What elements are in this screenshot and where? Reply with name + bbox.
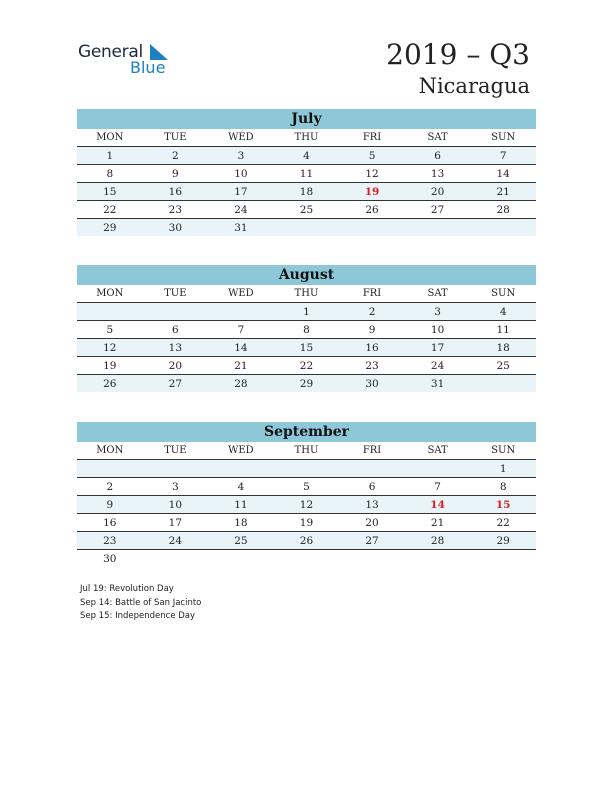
day-cell: 3 <box>172 480 179 493</box>
day-cell <box>208 460 274 478</box>
day-cell: 28 <box>430 534 445 547</box>
day-cell: 8 <box>499 480 507 493</box>
day-cell: 10 <box>168 498 183 511</box>
day-cell: 12 <box>103 341 117 354</box>
week-row <box>77 303 536 321</box>
day-header: THU <box>294 445 319 456</box>
day-cell: 15 <box>495 498 511 511</box>
day-cell: 1 <box>106 149 114 162</box>
day-cell: 23 <box>168 203 183 216</box>
month-title: July <box>77 109 536 129</box>
day-cell: 19 <box>364 185 380 198</box>
day-cell: 13 <box>365 498 379 511</box>
day-cell: 30 <box>168 221 183 234</box>
day-cell <box>339 460 405 478</box>
day-header: WED <box>228 445 254 456</box>
day-header: MON <box>96 132 124 143</box>
day-cell: 10 <box>234 167 248 180</box>
week-row <box>77 375 536 393</box>
week-row <box>77 147 536 165</box>
day-cell: 29 <box>103 221 117 234</box>
day-header: FRI <box>362 132 382 143</box>
day-header: SUN <box>491 132 516 143</box>
day-cell: 28 <box>234 377 248 390</box>
week-row <box>77 550 536 568</box>
day-header: TUE <box>164 445 187 456</box>
day-cell: 31 <box>234 221 248 234</box>
day-cell: 11 <box>299 167 314 180</box>
day-cell <box>470 550 536 568</box>
month-title: August <box>77 265 536 285</box>
day-cell: 12 <box>365 167 379 180</box>
holiday-note: Sep 14: Battle of San Jacinto <box>80 597 202 608</box>
day-cell: 14 <box>496 167 510 180</box>
week-row <box>77 219 536 237</box>
day-cell: 26 <box>299 534 314 547</box>
holiday-note: Jul 19: Revolution Day <box>80 584 174 594</box>
day-header: THU <box>294 132 319 143</box>
calendar-table <box>77 285 536 392</box>
day-cell: 14 <box>430 498 445 511</box>
day-cell: 29 <box>299 377 314 390</box>
day-cell: 18 <box>299 185 314 198</box>
day-cell: 12 <box>299 498 314 511</box>
day-cell: 4 <box>499 305 507 318</box>
day-cell: 11 <box>496 323 510 336</box>
month-block-september <box>77 422 536 567</box>
month-block-july <box>77 109 536 236</box>
day-cell: 23 <box>365 359 379 372</box>
day-cell <box>208 303 274 321</box>
day-cell: 17 <box>168 516 183 529</box>
day-cell <box>274 219 340 237</box>
week-row <box>77 165 536 183</box>
day-cell: 31 <box>430 377 445 390</box>
day-header: SAT <box>427 132 448 143</box>
day-cell: 18 <box>496 341 510 354</box>
week-row <box>77 339 536 357</box>
day-cell: 4 <box>303 149 310 162</box>
day-cell: 26 <box>103 377 117 390</box>
day-cell: 18 <box>234 516 248 529</box>
day-cell: 25 <box>234 534 248 547</box>
week-row <box>77 478 536 496</box>
day-cell <box>405 219 471 237</box>
calendar-table <box>77 129 536 236</box>
day-cell: 28 <box>496 203 510 216</box>
day-cell: 6 <box>172 323 179 336</box>
day-cell: 23 <box>103 534 117 547</box>
day-cell: 17 <box>234 185 248 198</box>
day-cell: 20 <box>365 516 379 529</box>
day-cell: 20 <box>168 359 183 372</box>
country-name: Nicaragua <box>418 74 530 98</box>
day-cell: 2 <box>172 149 179 162</box>
day-cell: 25 <box>299 203 314 216</box>
day-cell: 22 <box>103 203 117 216</box>
day-header: SUN <box>491 445 516 456</box>
day-cell <box>143 303 209 321</box>
day-cell: 24 <box>168 534 183 547</box>
day-cell: 1 <box>499 462 507 475</box>
day-cell: 9 <box>368 323 376 336</box>
day-cell: 21 <box>234 359 248 372</box>
general-blue-logo <box>78 42 178 78</box>
day-cell <box>405 460 471 478</box>
day-cell: 30 <box>103 552 117 565</box>
day-cell: 13 <box>430 167 445 180</box>
day-header: SUN <box>491 288 516 299</box>
day-cell: 6 <box>434 149 441 162</box>
day-cell: 20 <box>430 185 445 198</box>
day-cell <box>339 219 405 237</box>
day-header: THU <box>294 288 319 299</box>
day-cell: 15 <box>299 341 314 354</box>
holiday-notes <box>80 583 201 624</box>
day-cell: 3 <box>434 305 441 318</box>
day-header: FRI <box>362 445 382 456</box>
week-row <box>77 357 536 375</box>
day-cell: 27 <box>430 203 445 216</box>
day-cell: 19 <box>299 516 314 529</box>
day-cell: 7 <box>499 149 507 162</box>
day-cell: 5 <box>368 149 376 162</box>
day-cell <box>470 375 536 393</box>
day-cell: 21 <box>496 185 510 198</box>
day-cell: 24 <box>430 359 445 372</box>
day-cell: 4 <box>237 480 245 493</box>
week-row <box>77 201 536 219</box>
day-cell: 17 <box>430 341 445 354</box>
day-cell <box>274 550 340 568</box>
day-header: WED <box>228 132 254 143</box>
day-cell: 2 <box>106 480 114 493</box>
week-row <box>77 460 536 478</box>
day-cell: 13 <box>168 341 183 354</box>
month-block-august <box>77 265 536 392</box>
day-cell: 16 <box>103 516 117 529</box>
day-cell: 24 <box>234 203 248 216</box>
day-cell: 10 <box>430 323 445 336</box>
day-header: MON <box>96 445 124 456</box>
day-cell: 5 <box>106 323 114 336</box>
day-cell: 22 <box>299 359 314 372</box>
day-cell: 7 <box>237 323 245 336</box>
day-cell <box>143 550 209 568</box>
day-cell: 9 <box>106 498 114 511</box>
day-cell <box>339 550 405 568</box>
day-cell: 8 <box>303 323 310 336</box>
day-cell <box>274 460 340 478</box>
week-row <box>77 183 536 201</box>
day-header: SAT <box>427 288 448 299</box>
week-row <box>77 514 536 532</box>
week-row <box>77 321 536 339</box>
day-cell: 15 <box>103 185 117 198</box>
week-row <box>77 532 536 550</box>
holiday-note: Sep 15: Independence Day <box>80 611 196 622</box>
day-cell: 27 <box>365 534 379 547</box>
day-cell: 14 <box>234 341 248 354</box>
day-header: FRI <box>362 288 382 299</box>
day-cell: 19 <box>103 359 117 372</box>
day-cell: 25 <box>496 359 510 372</box>
day-header: MON <box>96 288 124 299</box>
day-cell: 26 <box>365 203 379 216</box>
day-cell <box>77 303 143 321</box>
day-cell: 22 <box>496 516 510 529</box>
day-cell <box>208 550 274 568</box>
day-header: TUE <box>164 288 187 299</box>
day-header: WED <box>228 288 254 299</box>
day-cell: 3 <box>237 149 245 162</box>
logo-text-blue: Blue <box>130 58 166 77</box>
day-header: TUE <box>164 132 187 143</box>
day-cell: 16 <box>365 341 379 354</box>
calendar-table <box>77 442 536 567</box>
day-cell: 1 <box>303 305 310 318</box>
day-cell: 8 <box>106 167 114 180</box>
page-title: 2019 – Q3 <box>386 38 530 71</box>
month-title: September <box>77 422 536 442</box>
day-cell: 30 <box>365 377 379 390</box>
day-cell: 7 <box>434 480 441 493</box>
day-cell: 5 <box>303 480 310 493</box>
day-cell: 2 <box>368 305 376 318</box>
day-cell <box>405 550 471 568</box>
day-cell: 16 <box>168 185 183 198</box>
week-row <box>77 496 536 514</box>
day-header: SAT <box>427 445 448 456</box>
day-cell: 29 <box>496 534 510 547</box>
day-cell: 6 <box>368 480 376 493</box>
day-cell <box>143 460 209 478</box>
day-cell: 11 <box>234 498 248 511</box>
day-cell: 9 <box>172 167 179 180</box>
day-cell: 27 <box>168 377 183 390</box>
day-cell: 21 <box>430 516 445 529</box>
day-cell <box>470 219 536 237</box>
day-cell <box>77 460 143 478</box>
logo-text-general: General <box>78 42 143 62</box>
